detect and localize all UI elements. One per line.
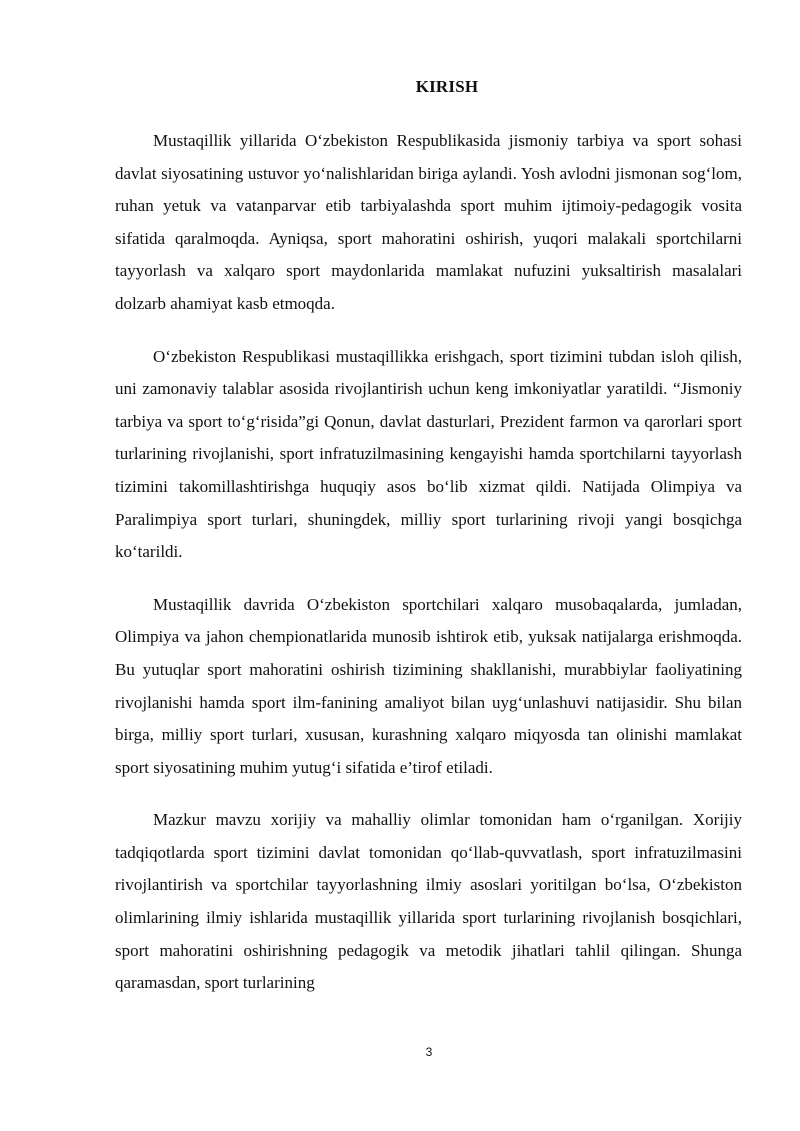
paragraph-2: O‘zbekiston Respublikasi mustaqillikka erishgach, sport tizimini tubdan isloh qilish, uni zamonaviy talablar asosida rivojlantirish uchun keng imkoniyatlar yaratildi. “Jismoniy tarbiya va sport to‘g‘risida”gi Qonun, davlat dasturlari, Prezident farmon va qarorlari sport turlarining rivojlanishi, sport infratuzilmasining kengayishi hamda sportchilarni tayyorlash tizimini takomillashtirishga huquqiy asos bo‘lib xizmat qildi. Natijada Olimpiya va Paralimpiya sport turlari, shuningdek, milliy sport turlarining rivoji yangi bosqichga ko‘tarildi. [115,346,742,562]
page-number: 3 [425,1045,433,1059]
section-title: KIRISH [415,77,479,96]
body-text [115,125,742,1020]
paragraph-3: Mustaqillik davrida O‘zbekiston sportchilari xalqaro musobaqalarda, jumladan, Olimpiya va jahon chempionatlarida munosib ishtirok etib, yuksak natijalarga erishmoqda. Bu yutuqlar sport mahoratini oshirish tizimining shakllanishi, murabbiylar faoliyatining rivojlanishi hamda sport ilm-fanining amaliyot bilan uyg‘unlashuvi natijasidir. Shu bilan birga, milliy sport turlari, xususan, kurashning xalqaro miqyosda tan olinishi mamlakat sport siyosatining muhim yutug‘i sifatida e’tirof etiladi. [115,594,742,777]
paragraph-4: Mazkur mavzu xorijiy va mahalliy olimlar tomonidan ham o‘rganilgan. Xorijiy tadqiqotlarda sport tizimini davlat tomonidan qo‘llab-quvvatlash, sport infratuzilmasini rivojlantirish va sportchilar tayyorlashning ilmiy asoslari yoritilgan bo‘lsa, O‘zbekiston olimlarining ilmiy ishlarida mustaqillik yillarida sport turlarining rivojlanish bosqichlari, sport mahoratini oshirishning pedagogik va metodik jihatlari tahlil qilingan. Shunga qaramasdan, sport turlarining [115,810,742,993]
paragraph-1: Mustaqillik yillarida O‘zbekiston Respublikasida jismoniy tarbiya va sport sohasi davlat siyosatining ustuvor yo‘nalishlaridan biriga aylandi. Yosh avlodni jismonan sog‘lom, ruhan yetuk va vatanparvar etib tarbiyalashda sport muhim ijtimoiy-pedagogik vosita sifatida qaralmoqda. Ayniqsa, sport mahoratini oshirish, yuqori malakali sportchilarni tayyorlash va xalqaro sport maydonlarida mamlakat nufuzini yuksaltirish masalalari dolzarb ahamiyat kasb etmoqda. [115,131,742,313]
